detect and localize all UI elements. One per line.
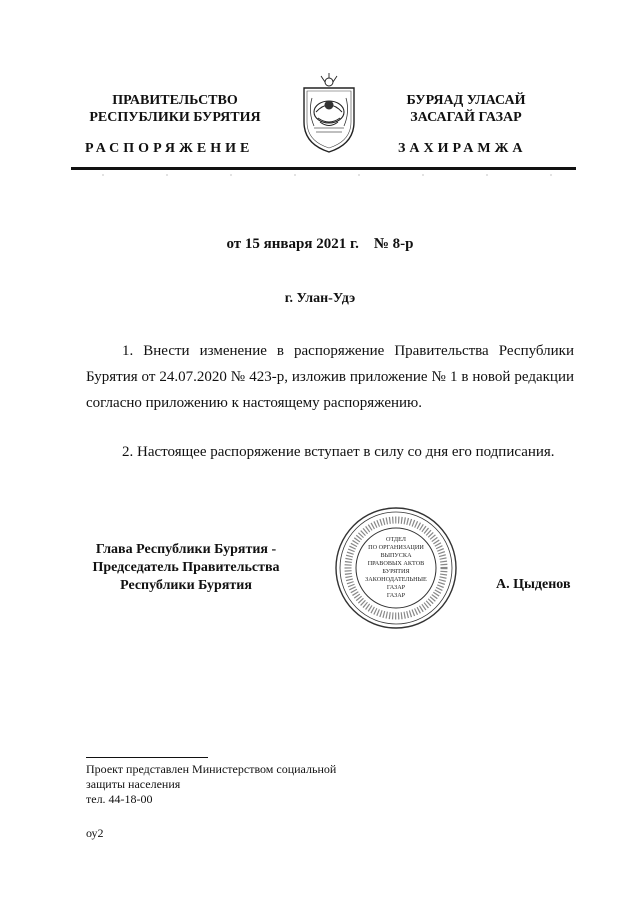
coat-of-arms-emblem-icon xyxy=(298,72,360,154)
header-left-line1: ПРАВИТЕЛЬСТВО xyxy=(112,93,238,108)
footnote-line2: защиты населения xyxy=(86,777,181,791)
doc-type-right: ЗАХИРАМЖА xyxy=(398,141,527,156)
seal-text-5: БУРЯТИЯ xyxy=(382,568,410,575)
paragraph-2: 2. Настоящее распоряжение вступает в силу со дня его подписания. xyxy=(122,444,555,460)
header-left-line2: РЕСПУБЛИКИ БУРЯТИЯ xyxy=(89,110,261,125)
seal-text-1: ОТДЕЛ xyxy=(386,536,406,543)
signatory-name: А. Цыденов xyxy=(496,577,571,592)
header-right-line2: ЗАСАГАЙ ГАЗАР xyxy=(410,110,522,125)
footnote-line1: Проект представлен Министерством социальной xyxy=(86,762,337,776)
footnote-phone: тел. 44-18-00 xyxy=(86,792,153,806)
document-code: оу2 xyxy=(86,826,104,840)
header-divider xyxy=(71,167,576,170)
header-right-org xyxy=(366,92,566,126)
signatory-title xyxy=(66,541,306,595)
seal-text-3: ВЫПУСКА xyxy=(380,552,412,559)
footnote xyxy=(86,762,386,807)
seal-text-4: ПРАВОВЫХ АКТОВ xyxy=(367,560,425,567)
paragraph-1: 1. Внести изменение в распоряжение Правительства Республики Бурятия от 24.07.2020 № 423-р, изложив приложение № 1 в новой редакции согласно приложению к настоящему распоряжению. xyxy=(86,343,574,411)
header-dotted-divider xyxy=(71,174,576,176)
seal-text-8: ГАЗАР xyxy=(386,592,406,599)
signatory-title-line2: Председатель Правительства xyxy=(92,560,280,575)
date-number-line: от 15 января 2021 г. № 8-р xyxy=(226,236,414,252)
seal-text-6: ЗАКОНОДАТЕЛЬНЫЕ xyxy=(365,576,427,583)
doc-type-left: РАСПОРЯЖЕНИЕ xyxy=(85,141,254,156)
signatory-title-line3: Республики Бурятия xyxy=(120,578,252,593)
seal-text-7: ГАЗАР xyxy=(386,584,406,591)
signatory-title-line1: Глава Республики Бурятия - xyxy=(95,542,277,557)
header-left-org xyxy=(70,92,280,126)
seal-text-2: ПО ОРГАНИЗАЦИИ xyxy=(368,544,424,551)
official-seal xyxy=(334,506,458,630)
header-right-line1: БУРЯАД УЛАСАЙ xyxy=(406,93,526,108)
city-line: г. Улан-Удэ xyxy=(284,291,356,306)
footnote-divider xyxy=(86,757,208,758)
